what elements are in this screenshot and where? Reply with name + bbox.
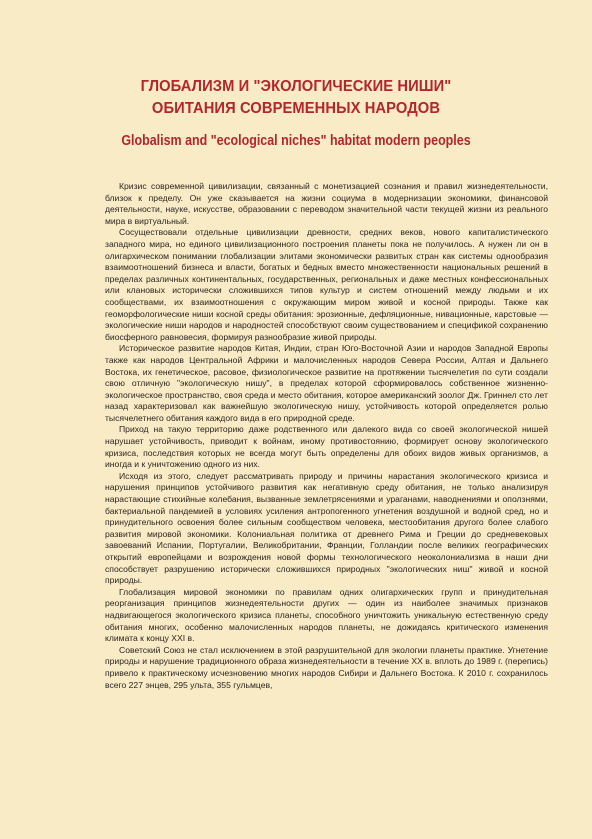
- article-title: [0, 76, 592, 120]
- paragraph: Кризис современной цивилизации, связанный с монетизацией сознания и правил жизнедеятельности, близок к пределу. Он уже сказывается на жизни социума в модернизации экономики, финансовой деятельности, науке, искусстве, образовании с переводом значительной части текущей жизни из реального мира в виртуальный.: [105, 181, 548, 226]
- paragraph: Приход на такую территорию даже родственного или далекого вида со своей экологической нишей нарушает устойчивость, приводит к войнам, иному противостоянию, формирует основу экологического кризиса, последствия которых не всегда могут быть определены для обоих видов живых организмов, а иногда и к уничтожению одного из них.: [105, 424, 548, 470]
- paragraph: Историческое развитие народов Китая, Индии, стран Юго-Восточной Азии и народов Западной Европы также как народов Центральной Африки и малочисленных народов Севера России, Алтая и Дальнего Востока, их генетическое, расовое, физиологическое развитие на протяжении тысячелетия по сути создали свою отличную "экологическую нишу", в пределах которой сформировалось собственное жизненно-экологическое пространство, своя среда и место обитания, которое американский зоолог Дж. Гриннел сто лет назад характеризовал как важнейшую экологическую нишу, устойчивость которой определяется ролью тысячелетнего обитания каждого вида в его природной среде.: [105, 343, 548, 423]
- paragraph: Советский Союз не стал исключением в этой разрушительной для экологии планеты практике. Угнетение природы и нарушение традиционного образа жизнедеятельности в течение XX в. вплоть до 1989 г. (перепись) привело к практическому исчезновению многих народов Сибири и Дальнего Востока. К 2010 г. сохранилось всего 227 энцев, 295 ульта, 355 гульмцев,: [105, 644, 548, 690]
- title-line-2: ОБИТАНИЯ СОВРЕМЕННЫХ НАРОДОВ: [151, 100, 441, 117]
- article-body: [105, 181, 548, 691]
- paragraph: Исходя из этого, следует рассматривать природу и причины нарастания экологического кризиса и нарушения принципов устойчивого развития как негативную среду обитания, не только анализируя нарастающие стихийные колебания, вызванные землетрясениями и ураганами, наводнениями и оползнями, бактериальной пандемией в условиях усиления антропогенного угнетения воздушной и водной сред, но и принудительного освоения более сильным сообществом человека, местообитания другого более слабого развития мировой экономики. Колониальная политика от древнего Рима и Греции до средневековых завоеваний Испании, Португалии, Великобритании, Франции, Голландии после великих географических открытий европейцами и возрождения новой формы технологического неоколониализма в наши дни способствует разрушению исторически сложившихся природных "экологических ниш" живой и косной природы.: [105, 470, 548, 586]
- article-subtitle: Globalism and "ecological niches" habitat modern peoples: [121, 133, 471, 149]
- paragraph: Сосуществовали отдельные цивилизации древности, средних веков, нового капиталистического западного мира, но единого цивилизационного построения планеты пока не получилось. А нужен ли он в олигархическом понимании глобализации элитами экономически развитых стран как системы однообразия взаимоотношений бизнеса и власти, богатых и бедных вместо множественности национальных решений в пределах различных континентальных, государственных, региональных и даже местных конфессиональных или клановых исторически сложившихся типов культур и систем отношений между людьми и их сообществами, их взаимоотношения с окружающим миром живой и косной природы. Также как геоморфологические ниши косной среды обитания: эрозионные, дефляционные, нивационные, карстовые — экологические ниши народов и народностей способствуют своим существованием и спецификой сохранению биосферного равновесия, формируя разнообразие живой природы.: [105, 227, 548, 342]
- paragraph: Глобализация мировой экономики по правилам одних олигархических групп и принудительная реорганизация принципов жизнедеятельности других — один из наиболее значимых признаков надвигающегося экологического кризиса планеты, способного уничтожить уникальную естественную среду обитания многих, особенно малочисленных народов планеты, не дожидаясь критического изменения климата к концу XXI в.: [105, 586, 548, 644]
- title-line-1: ГЛОБАЛИЗМ И "ЭКОЛОГИЧЕСКИЕ НИШИ": [140, 78, 452, 95]
